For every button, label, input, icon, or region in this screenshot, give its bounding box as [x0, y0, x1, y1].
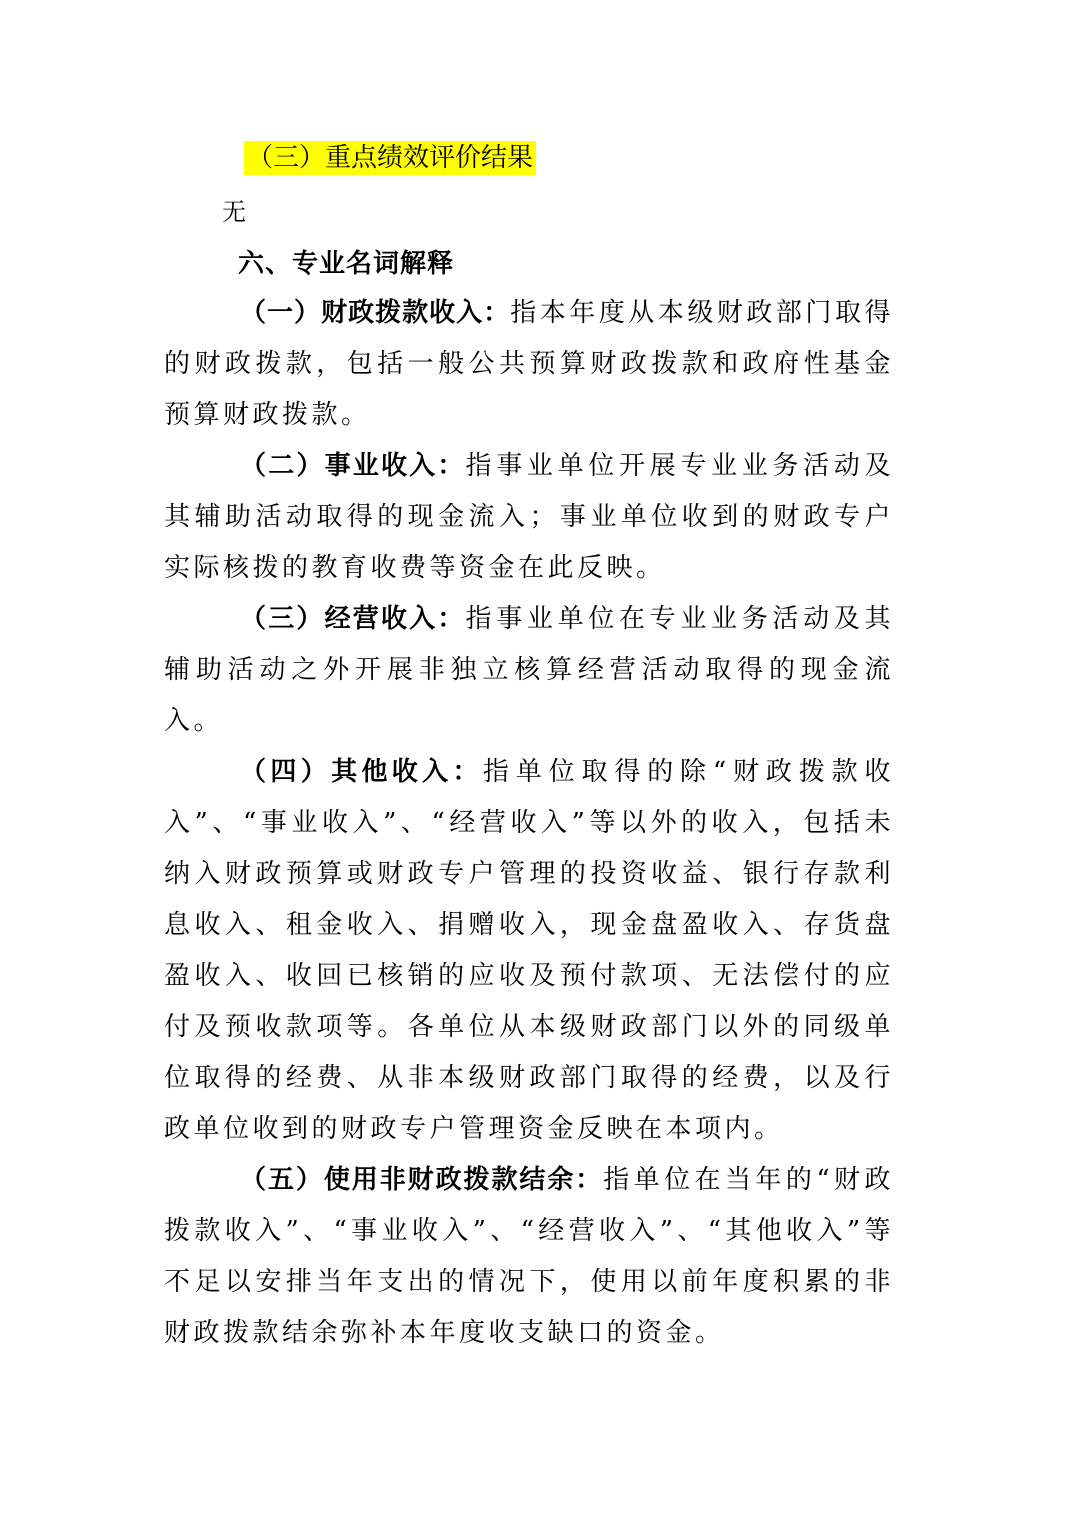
glossary-paragraph-3 — [164, 594, 894, 747]
glossary-body — [164, 288, 894, 1359]
highlighted-text: （三）重点绩效评价结果 — [244, 141, 536, 175]
glossary-paragraph-2 — [164, 441, 894, 594]
subsection-heading-highlighted — [240, 136, 540, 180]
glossary-paragraph-5 — [164, 1155, 894, 1359]
glossary-term: （三）经营收入： — [240, 604, 466, 634]
glossary-term: （二）事业收入： — [240, 451, 466, 481]
glossary-definition: 指本年度从本级财政部门取得的财政拨款，包括一般公共预算财政拨款和政府性基金预算财政拨款。 — [164, 298, 894, 430]
glossary-term: （一）财政拨款收入： — [240, 298, 511, 328]
glossary-definition: 指事业单位开展专业业务活动及其辅助活动取得的现金流入；事业单位收到的财政专户实际核拨的教育收费等资金在此反映。 — [164, 451, 894, 583]
none-statement: 无 — [222, 198, 246, 226]
glossary-term: （四）其他收入： — [240, 757, 483, 787]
glossary-definition: 指事业单位在专业业务活动及其辅助活动之外开展非独立核算经营活动取得的现金流入。 — [164, 604, 894, 736]
glossary-definition: 指单位取得的除“财政拨款收入”、“事业收入”、“经营收入”等以外的收入，包括未纳入财政预算或财政专户管理的投资收益、银行存款利息收入、租金收入、捐赠收入，现金盘盈收入、存货盘盈收入、收回已核销的应收及预付款项、无法偿付的应付及预收款项等。各单位从本级财政部门以外的同级单位取得的经费、从非本级财政部门取得的经费，以及行政单位收到的财政专户管理资金反映在本项内。 — [164, 757, 894, 1144]
section-title: 六、专业名词解释 — [238, 249, 455, 279]
glossary-definition: 指单位在当年的“财政拨款收入”、“事业收入”、“经营收入”、“其他收入”等不足以安排当年支出的情况下，使用以前年度积累的非财政拨款结余弥补本年度收支缺口的资金。 — [164, 1165, 894, 1348]
glossary-paragraph-1 — [164, 288, 894, 441]
glossary-term: （五）使用非财政拨款结余： — [240, 1165, 604, 1195]
glossary-paragraph-4 — [164, 747, 894, 1155]
